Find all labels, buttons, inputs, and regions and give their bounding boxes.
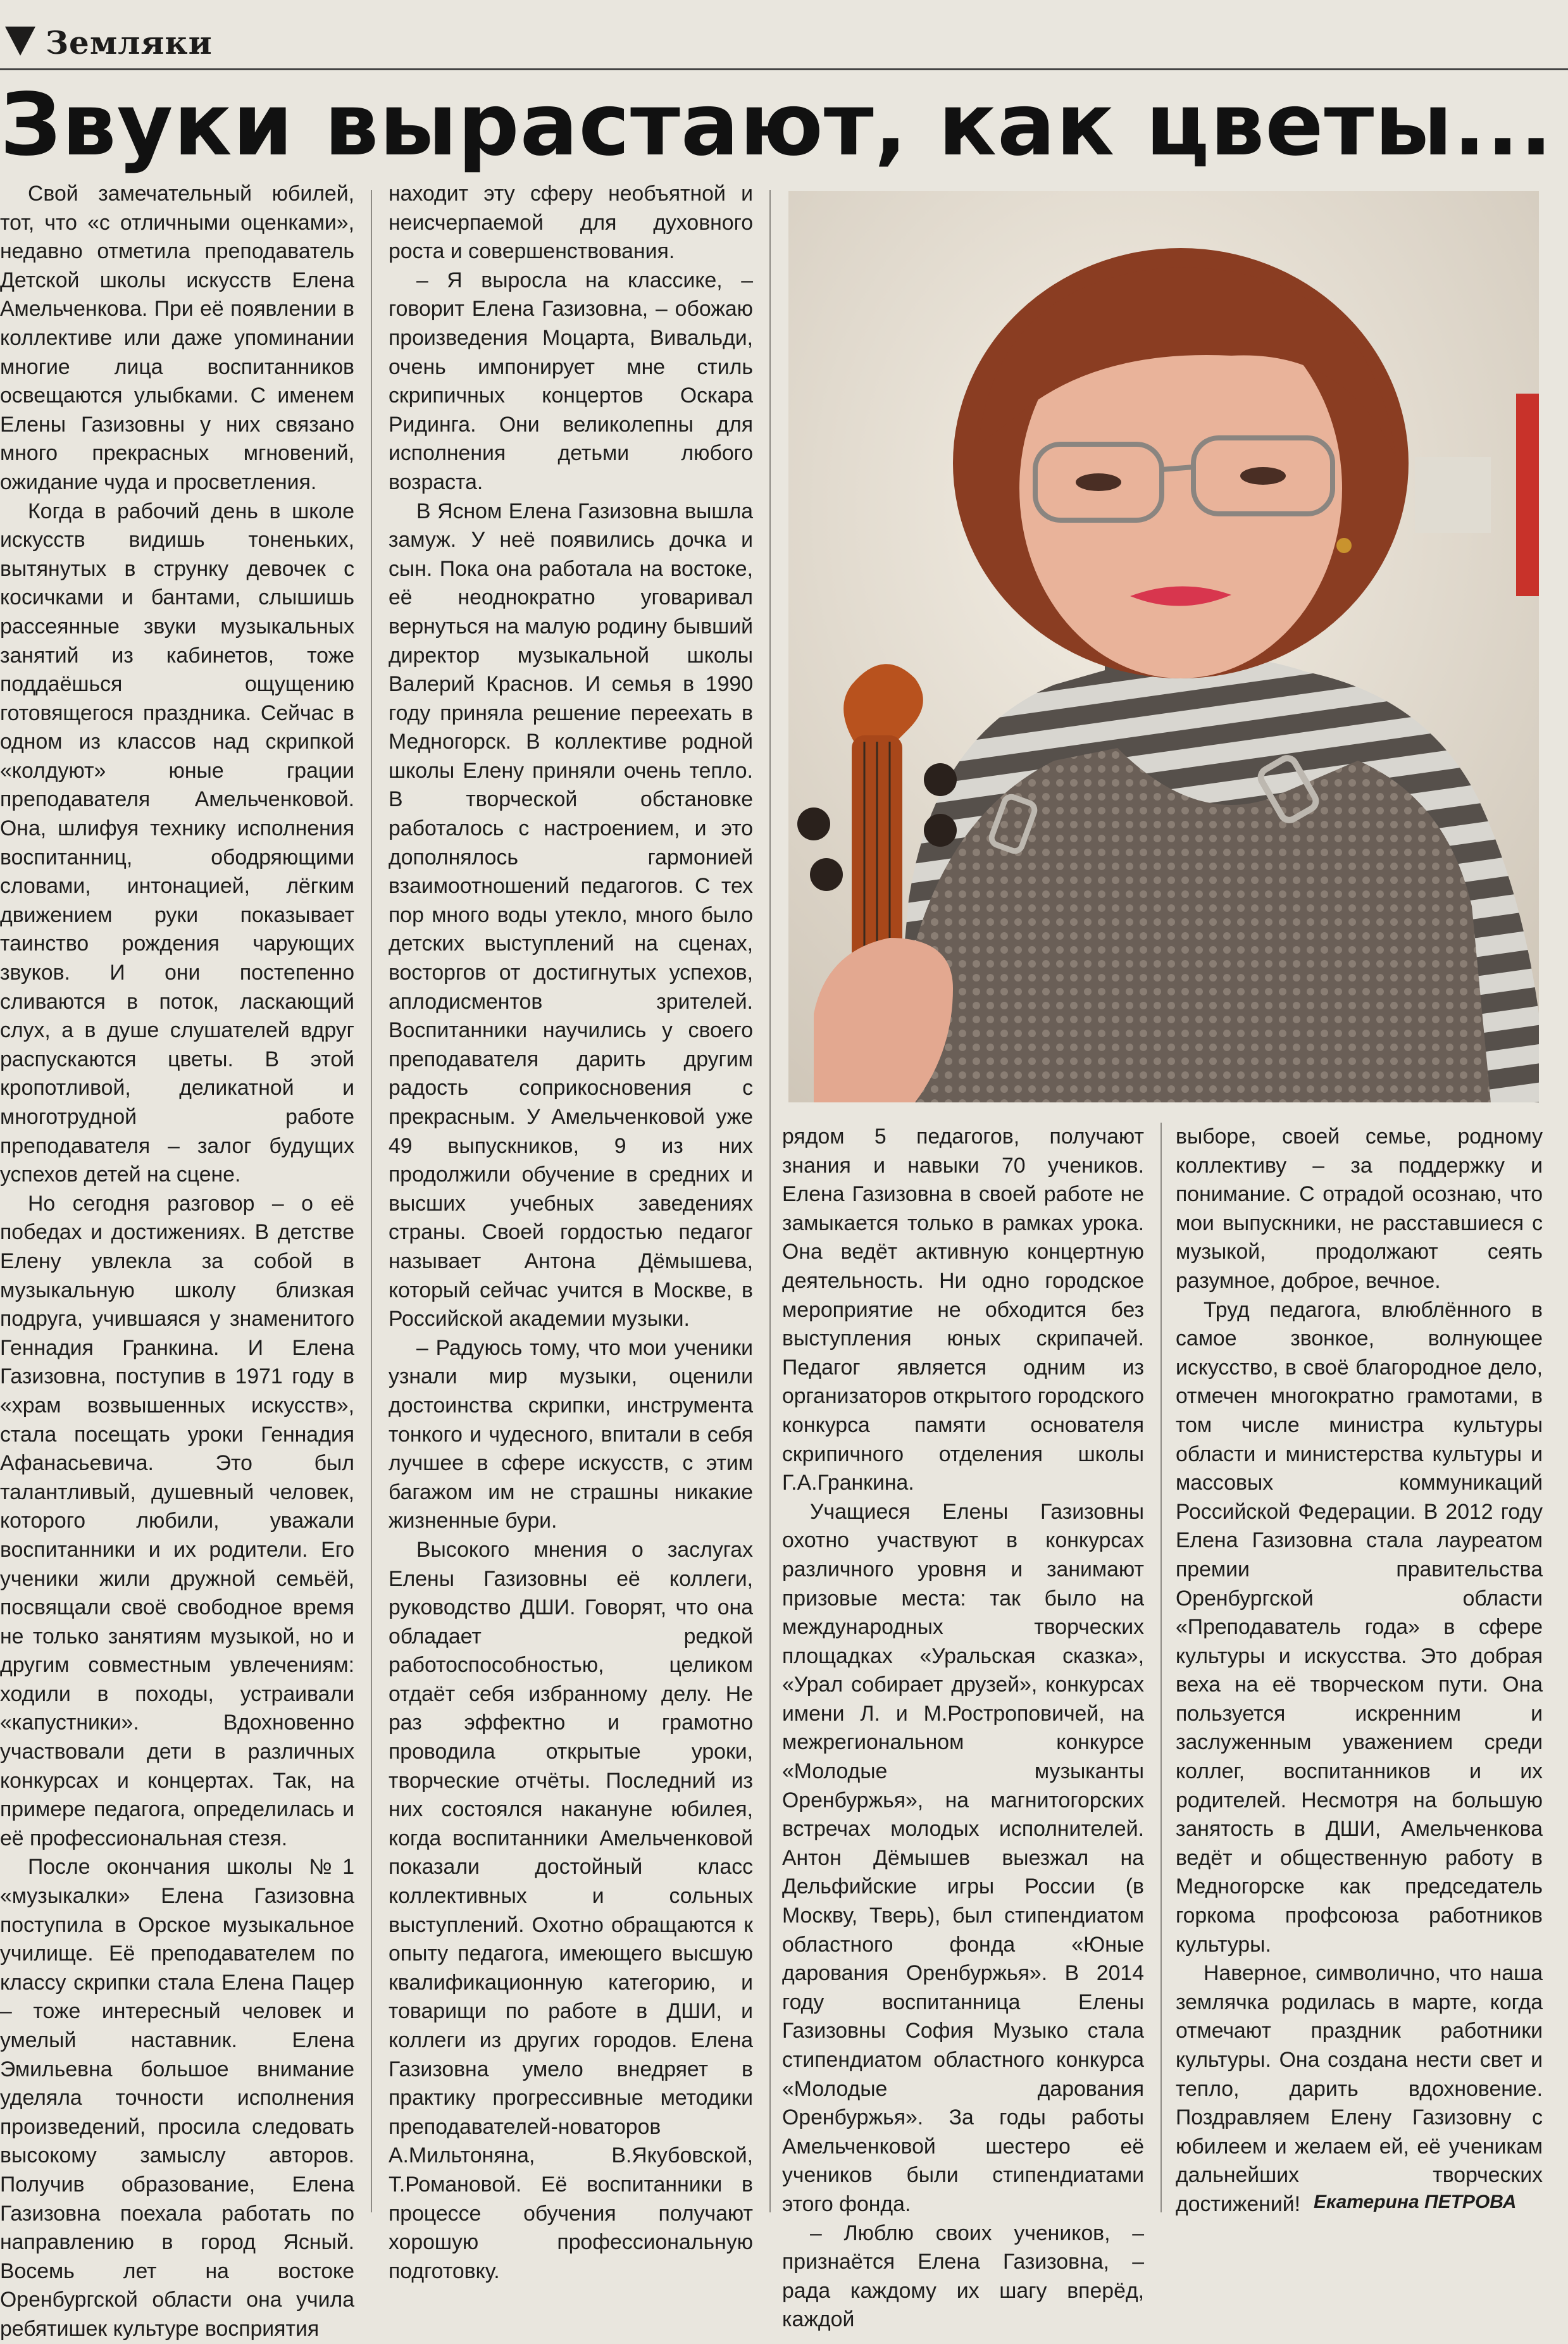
paragraph: Свой замечательный юбилей, тот, что «с отличными оценками», недавно отметила преподаватель Детской школы искусств Елена Амельченкова. При её появлении в коллективе или даже упоминании многие лица воспитанников освещаются улыбками. С именем Елены Газизовны у них связано много прекрасных мгновений, ожидание чуда и просветления.	[0, 182, 354, 494]
section-label: Земляки	[46, 24, 213, 61]
article-column-1	[0, 180, 354, 2341]
column-divider	[371, 190, 372, 2212]
paragraph: находит эту сферу необъятной и неисчерпаемой для духовного роста и совершенствования.	[389, 182, 753, 264]
portrait-photo	[788, 191, 1539, 1102]
column-divider	[769, 190, 771, 2212]
paragraph: Учащиеся Елены Газизовны охотно участвуют в конкурсах различного уровня и занимают призовые места: так было на международных творческих площадках «Уральская сказка», «Урал собирает друзей», конкурсах имени Л. и М.Ростроповичей, на межрегиональном конкурсе «Молодые музыканты Оренбуржья», на магнитогорских встречах молодых исполнителей. Антон Дёмышев выезжал на Дельфийские игры России (в Москву, Тверь), был стипендиатом областного фонда «Юные дарования Оренбуржья». В 2014 году воспитанница Елены Газизовны София Музыко стала стипендиатом областного конкурса «Молодые дарования Оренбуржья». За годы работы Амельченковой шестеро её учеников были стипендиатами этого фонда.	[782, 1499, 1144, 2216]
paragraph: Высокого мнения о заслугах Елены Газизовны её коллеги, руководство ДШИ. Говорят, что она обладает редкой работоспособностью, целиком отдаёт себя избранному делу. Не раз эффектно и грамотно проводила открытые уроки, творческие отчёты. Последний из них состоялся накануне юбилея, когда воспитанники Амельченковой показали достойный класс коллективных и сольных выступлений. Охотно обращаются к опыту педагога, имеющего высшую квалификационную категорию, и товарищи по работе в ДШИ, и коллеги из других городов. Елена Газизовна умело внедряет в практику прогрессивные методики преподавателей-новаторов А.Мильтоняна, В.Якубовской, Т.Романовой. Её воспитанники в процессе обучения получают хорошую профессиональную подготовку.	[389, 1537, 753, 2283]
paragraph: – Я выросла на классике, – говорит Елена Газизовна, – обожаю произведения Моцарта, Вивальди, очень импонирует мне стиль скрипичных концертов Оскара Ридинга. Они великолепны для исполнения детьми любого возраста.	[389, 268, 753, 494]
paragraph: Когда в рабочий день в школе искусств видишь тоненьких, вытянутых в струнку девочек с косичками и бантами, слышишь рассеянные звуки музыкальных занятий из кабинетов, тоже поддаёшься ощущению готовящегося праздника. Сейчас в одном из классов над скрипкой «колдуют» юные грации преподавателя Амельченковой. Она, шлифуя технику исполнения воспитанниц, ободряющими словами, интонацией, лёгким движением руки показывает таинство рождения чарующих звуков. И они постепенно сливаются в поток, ласкающий слух, а в душе слушателей вдруг распускаются цветы. В этой кропотливой, деликатной и многотрудной работе преподавателя – залог будущих успехов детей на сцене.	[0, 499, 354, 1187]
paragraph: рядом 5 педагогов, получают знания и навыки 70 учеников. Елена Газизовна в своей работе не замыкается только в рамках урока. Она ведёт активную концертную деятельность. Ни одно городское мероприятие не обходится без выступления юных скрипачей. Педагог является одним из организаторов открытого городского конкурса памяти основателя скрипичного отделения школы Г.А.Гранкина.	[782, 1125, 1144, 1495]
paragraph: Наверное, символично, что наша землячка родилась в марте, когда отмечают праздник работники культуры. Она создана нести свет и тепло, дарить вдохновение. Поздравляем Елену Газизовну с юбилеем и желаем ей, её ученикам дальнейших творческих достижений!	[1176, 1961, 1543, 2216]
article-column-3	[782, 1123, 1144, 2332]
article-column-4	[1176, 1123, 1543, 2216]
paragraph: – Радуюсь тому, что мои ученики узнали мир музыки, оценили достоинства скрипки, инструмента тонкого и чудесного, впитали в себя лучшее в сфере искусств, с этим багажом им не страшны никакие жизненные бури.	[389, 1335, 753, 1533]
paragraph: Но сегодня разговор – о её победах и достижениях. В детстве Елену увлекла за собой в музыкальную школу близкая подруга, учившаяся у знаменитого Геннадия Гранкина. И Елена Газизовна, поступив в 1971 году в «храм возвышенных искусств», стала посещать уроки Геннадия Афанасьевича. Это был талантливый, душевный человек, которого любили, уважали воспитанники и их родители. Его ученики жили дружной семьёй, посвящали своё свободное время не только занятиям музыкой, но и другим совместным увлечениям: ходили в походы, устраивали «капустники». Вдохновенно участвовали дети в различных конкурсах и концертах. Так, на примере педагога, определилась и её профессиональная стезя.	[0, 1191, 354, 1850]
article-headline: Звуки вырастают, как цветы...	[0, 75, 1553, 175]
portrait-illustration	[788, 191, 1539, 1102]
column-divider	[1160, 1123, 1162, 2212]
paragraph: – Люблю своих учеников, – признаётся Елена Газизовна, – рада каждому их шагу вперёд, каждой	[782, 2221, 1144, 2332]
section-divider	[0, 68, 1568, 70]
paragraph: В Ясном Елена Газизовна вышла замуж. У неё появились дочка и сын. Пока она работала на востоке, её неоднократно уговаривал вернуться на малую родину бывший директор музыкальной школы Валерий Краснов. И семья в 1990 году приняла решение переехать в Медногорск. В коллективе родной школы Елену приняли очень тепло. В творческой обстановке работалось с настроением, и это дополнялось гармонией взаимоотношений педагогов. С тех пор много воды утекло, много было детских выступлений на сценах, восторгов от достигнутых успехов, аплодисментов зрителей. Воспитанники научились у своего преподавателя дарить другим радость соприкосновения с прекрасным. У Амельченковой уже 49 выпускников, 9 из них продолжили обучение в средних и высших учебных заведениях страны. Своей гордостью педагог называет Антона Дёмышева, который сейчас учится в Москве, в Российской академии музыки.	[389, 499, 753, 1331]
triangle-marker-icon	[5, 27, 35, 56]
section-header	[0, 18, 1568, 70]
author-byline: Екатерина ПЕТРОВА	[1314, 2191, 1517, 2212]
paragraph: После окончания школы №1 «музыкалки» Елена Газизовна поступила в Орское музыкальное училище. Её преподавателем по классу скрипки стала Елена Пацер – тоже интересный человек и умелый наставник. Елена Эмильевна большое внимание уделяла точности исполнения произведений, просила следовать высокому замыслу авторов. Получив образование, Елена Газизовна поехала работать по направлению в город Ясный. Восемь лет на востоке Оренбургской области она учила ребятишек культуре восприятия	[0, 1855, 354, 2341]
paragraph: Труд педагога, влюблённого в самое звонкое, волнующее искусство, в своё благородное дело, отмечен многократно грамотами, в том числе министра культуры области и министерства культуры и массовых коммуникаций Российской Федерации. В 2012 году Елена Газизовна стала лауреатом премии правительства Оренбургской области «Преподаватель года» в сфере культуры и искусства. Это добрая веха на её творческом пути. Она пользуется искренним и заслуженным уважением среди коллег, воспитанников и их родителей. Несмотря на большую занятость в ДШИ, Амельченкова ведёт и общественную работу в Медногорске как председатель горкома профсоюза работников культуры.	[1176, 1297, 1543, 1957]
paragraph: выборе, своей семье, родному коллективу – за поддержку и понимание. С отрадой осознаю, что мои выпускники, не расставшиеся с музыкой, продолжают сеять разумное, доброе, вечное.	[1176, 1125, 1543, 1293]
article-column-2	[389, 180, 753, 2283]
